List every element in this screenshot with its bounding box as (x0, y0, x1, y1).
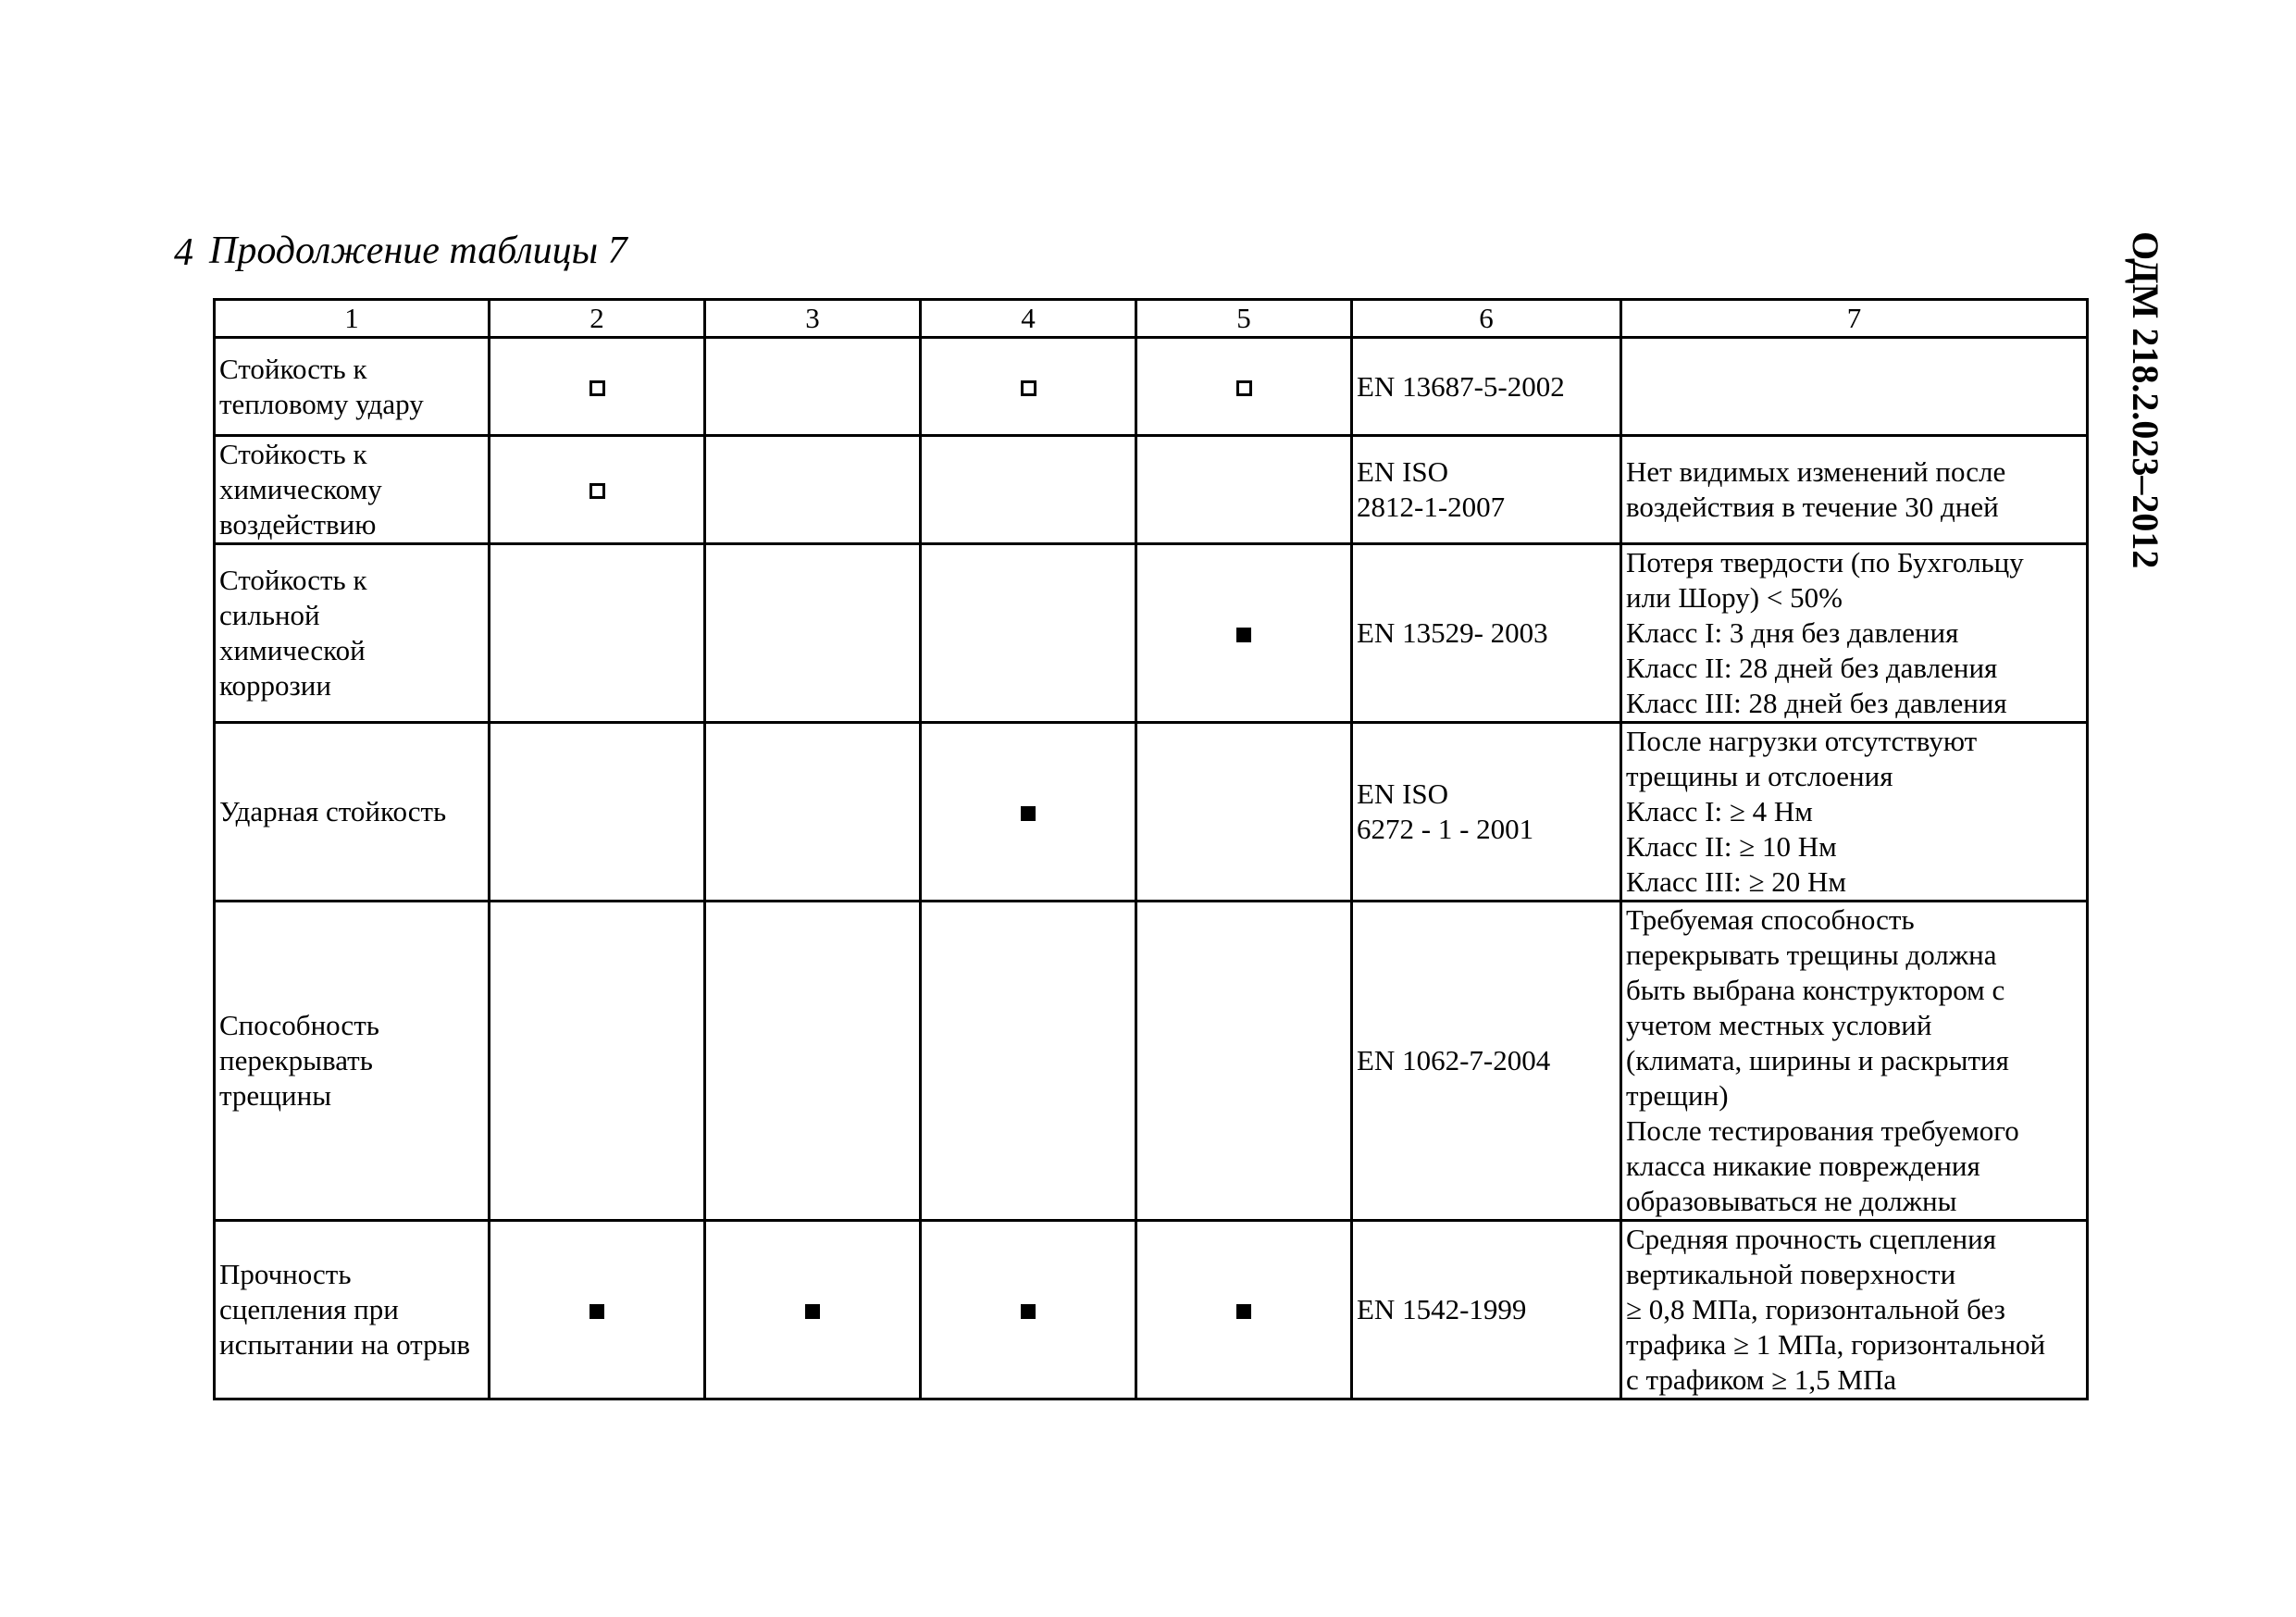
header-row (215, 300, 2088, 338)
mark-cell (921, 1221, 1136, 1399)
table-caption: Продолжение таблицы 7 (209, 230, 627, 272)
filled-square-marker (1021, 1304, 1036, 1319)
header-cell-2: 2 (490, 300, 705, 338)
open-square-marker (1236, 380, 1252, 396)
mark-cell (705, 544, 921, 723)
mark-cell (490, 436, 705, 544)
header-cell-5: 5 (1136, 300, 1352, 338)
header-cell-1: 1 (215, 300, 490, 338)
property-cell: Стойкость к химическому воздействию (215, 436, 490, 544)
requirement-cell: Требуемая способность перекрывать трещины должна быть выбрана конструктором с учетом местных условий (климата, ширины и раскрытия трещин) После тестирования требуемого класса никакие повреждения образовываться не должны (1621, 902, 2088, 1221)
mark-cell (921, 338, 1136, 436)
header-cell-7: 7 (1621, 300, 2088, 338)
mark-cell (490, 902, 705, 1221)
property-cell: Ударная стойкость (215, 723, 490, 902)
filled-square-marker (805, 1304, 820, 1319)
requirement-cell: После нагрузки отсутствуют трещины и отслоения Класс I: ≥ 4 Нм Класс II: ≥ 10 Нм Класс III: ≥ 20 Нм (1621, 723, 2088, 902)
mark-cell (705, 1221, 921, 1399)
standard-cell: EN 13687-5-2002 (1352, 338, 1621, 436)
mark-cell (1136, 544, 1352, 723)
property-cell: Способность перекрывать трещины (215, 902, 490, 1221)
mark-cell (490, 338, 705, 436)
mark-cell (490, 723, 705, 902)
mark-cell (921, 544, 1136, 723)
table-row (215, 436, 2088, 544)
mark-cell (705, 436, 921, 544)
mark-cell (1136, 436, 1352, 544)
standard-cell: EN ISO 2812-1-2007 (1352, 436, 1621, 544)
property-cell: Прочность сцепления при испытании на отрыв (215, 1221, 490, 1399)
mark-cell (705, 902, 921, 1221)
filled-square-marker (1236, 1304, 1251, 1319)
header-cell-6: 6 (1352, 300, 1621, 338)
open-square-marker (590, 380, 605, 396)
filled-square-marker (1021, 806, 1036, 821)
standard-cell: EN ISO 6272 - 1 - 2001 (1352, 723, 1621, 902)
table-row (215, 544, 2088, 723)
requirement-cell: Потеря твердости (по Бухгольцу или Шору) < 50% Класс I: 3 дня без давления Класс II: 28 дней без давления Класс III: 28 дней без давления (1621, 544, 2088, 723)
header-cell-4: 4 (921, 300, 1136, 338)
document-code: ОДМ 218.2.023–2012 (2125, 231, 2166, 569)
requirement-cell (1621, 338, 2088, 436)
standard-cell: EN 1542-1999 (1352, 1221, 1621, 1399)
requirement-cell: Средняя прочность сцепления вертикальной поверхности ≥ 0,8 МПа, горизонтальной без трафика ≥ 1 МПа, горизонтальной с трафиком ≥ 1,5 МПа (1621, 1221, 2088, 1399)
open-square-marker (1021, 380, 1036, 396)
header-cell-3: 3 (705, 300, 921, 338)
requirements-table (213, 298, 2089, 1400)
mark-cell (490, 544, 705, 723)
mark-cell (1136, 338, 1352, 436)
mark-cell (705, 338, 921, 436)
mark-cell (921, 723, 1136, 902)
table-row (215, 338, 2088, 436)
mark-cell (490, 1221, 705, 1399)
mark-cell (1136, 1221, 1352, 1399)
table-row (215, 1221, 2088, 1399)
requirement-cell: Нет видимых изменений после воздействия в течение 30 дней (1621, 436, 2088, 544)
open-square-marker (590, 483, 605, 499)
mark-cell (705, 723, 921, 902)
table-row (215, 902, 2088, 1221)
mark-cell (921, 902, 1136, 1221)
standard-cell: EN 13529- 2003 (1352, 544, 1621, 723)
mark-cell (1136, 902, 1352, 1221)
filled-square-marker (590, 1304, 604, 1319)
property-cell: Стойкость к тепловому удару (215, 338, 490, 436)
mark-cell (1136, 723, 1352, 902)
table-row (215, 723, 2088, 902)
standard-cell: EN 1062-7-2004 (1352, 902, 1621, 1221)
filled-square-marker (1236, 628, 1251, 642)
mark-cell (921, 436, 1136, 544)
page-number: 4 (174, 231, 193, 274)
property-cell: Стойкость к сильной химической коррозии (215, 544, 490, 723)
